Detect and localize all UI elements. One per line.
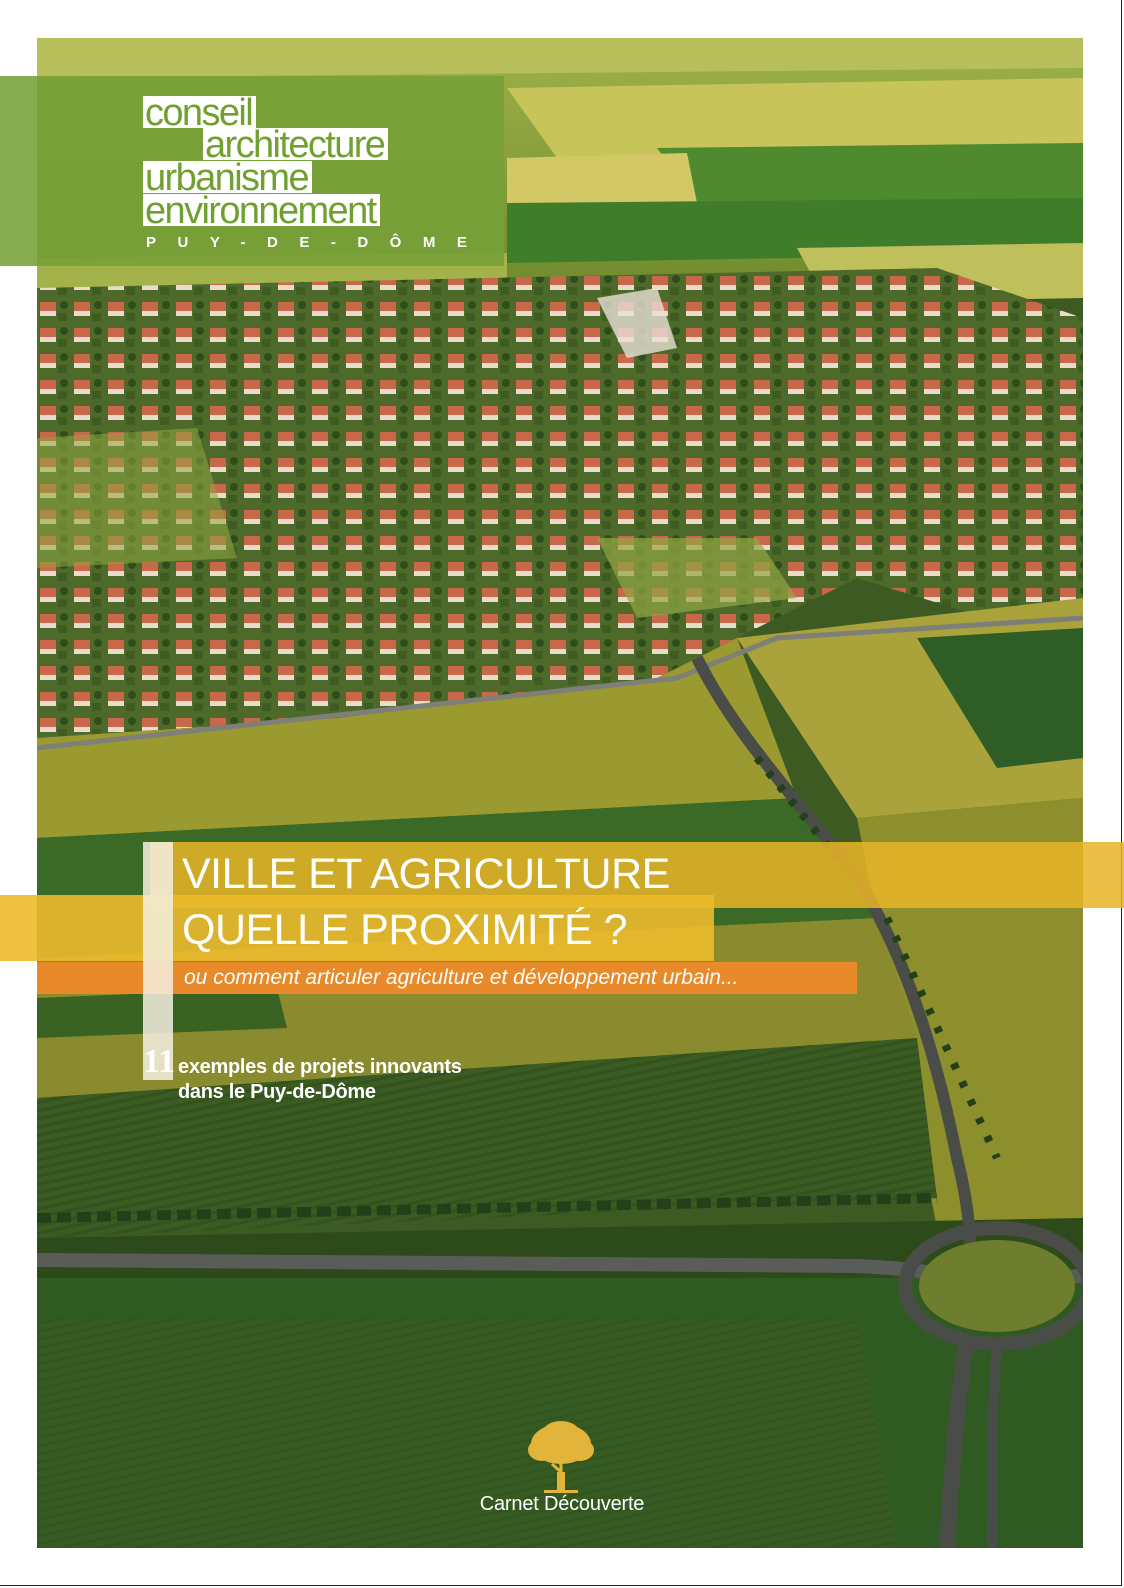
logo-line-conseil: conseil <box>143 96 256 128</box>
title-line-2: QUELLE PROXIMITÉ ? <box>182 906 628 954</box>
logo-line-architecture: architecture <box>203 128 388 160</box>
examples-text <box>178 1055 462 1105</box>
examples-count: 11 <box>143 1043 176 1080</box>
logo-line-environnement: environnement <box>143 194 380 226</box>
examples-line-1: exemples de projets innovants <box>178 1056 462 1078</box>
collection-name: Carnet Découverte <box>479 1493 645 1515</box>
subtitle: ou comment articuler agriculture et développement urbain... <box>184 966 739 989</box>
examples-line-2: dans le Puy-de-Dôme <box>178 1081 376 1103</box>
logo-department: PUY-DE-DÔME <box>146 234 489 251</box>
tree-icon <box>524 1420 598 1496</box>
logo-line-urbanisme: urbanisme <box>143 161 312 193</box>
title-line-1: VILLE ET AGRICULTURE <box>182 850 670 898</box>
